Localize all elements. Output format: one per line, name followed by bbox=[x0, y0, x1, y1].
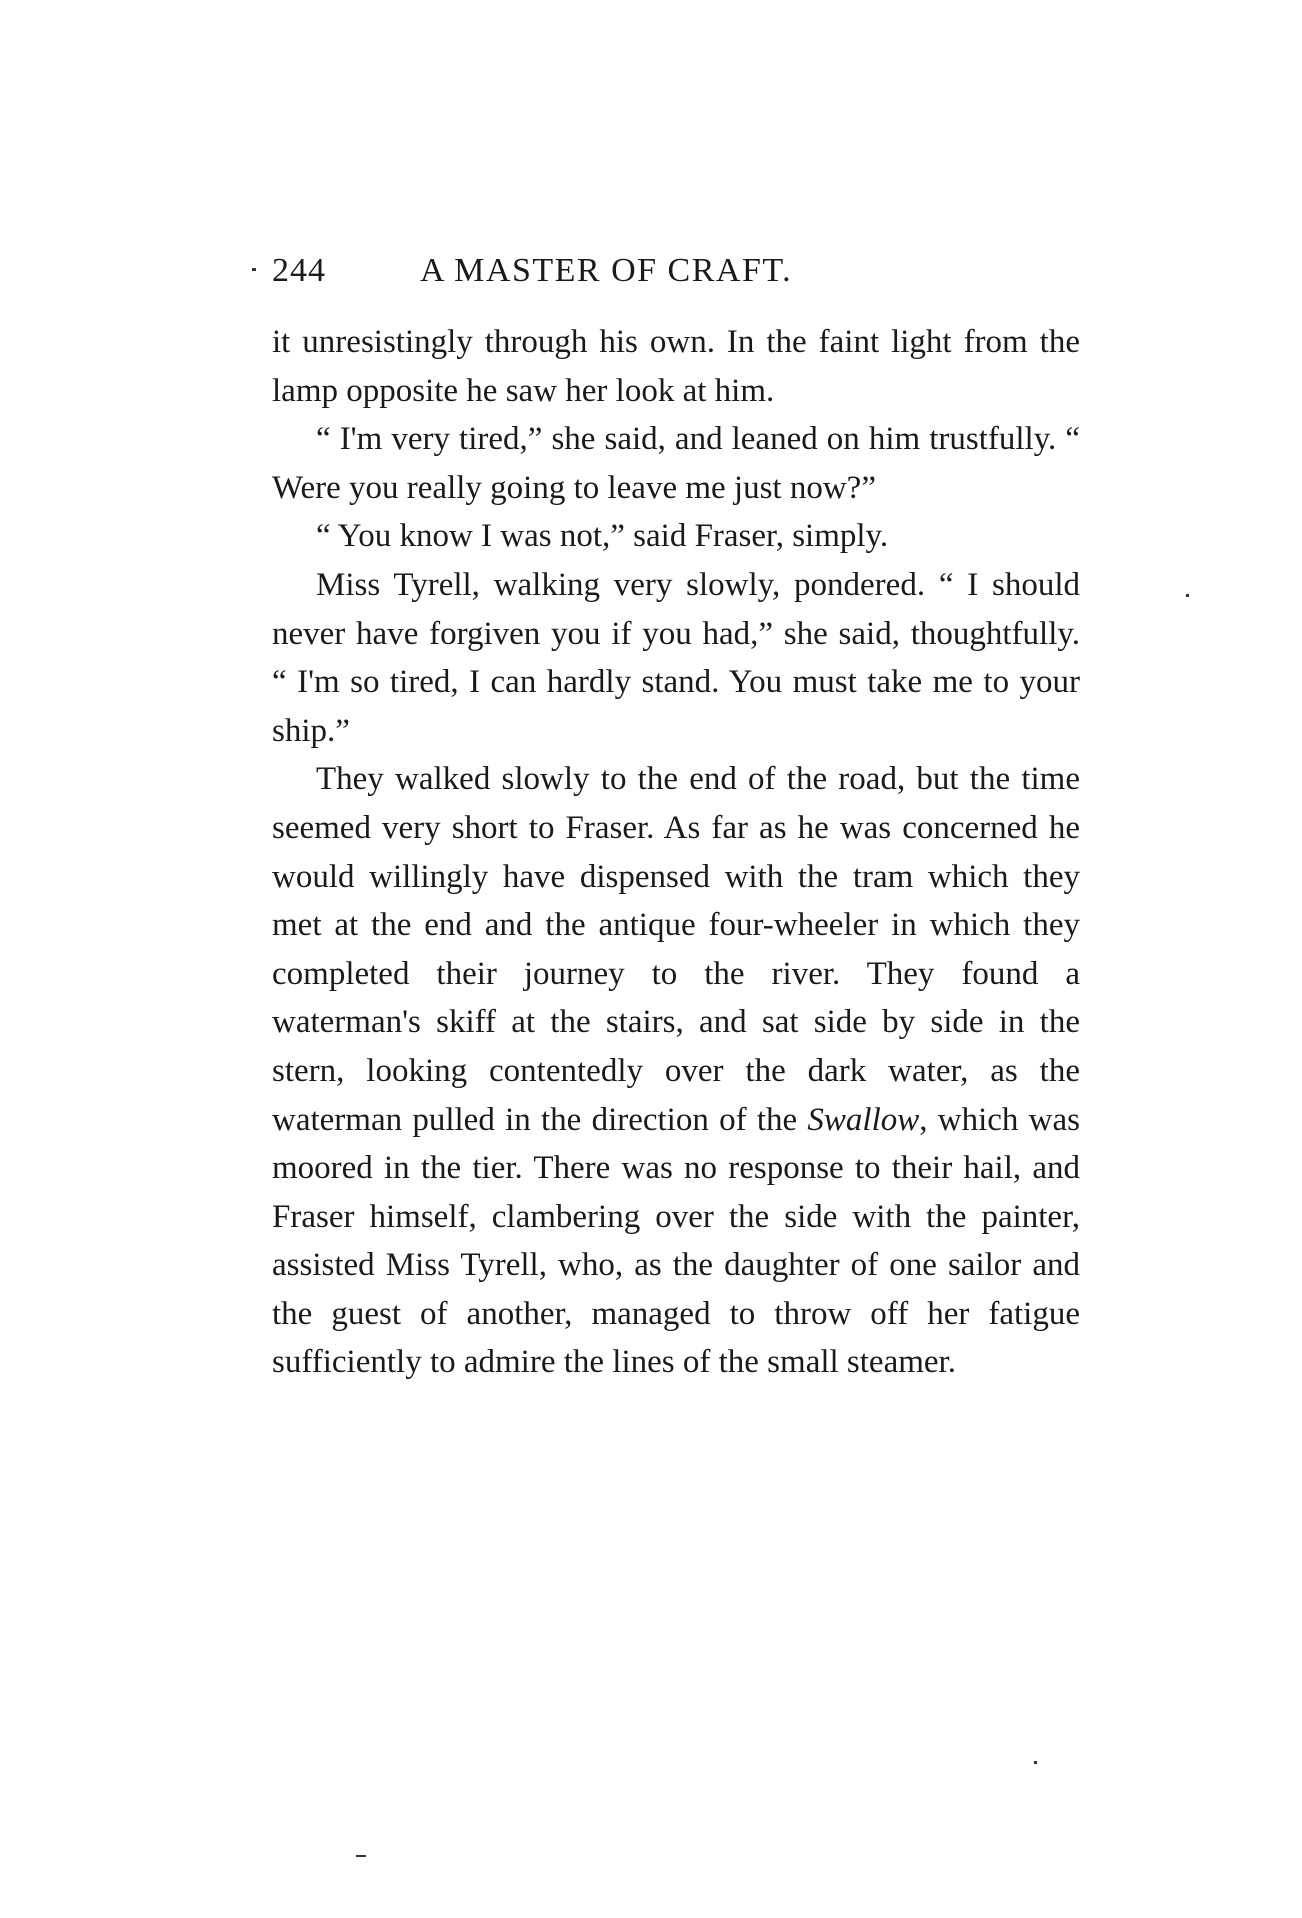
paragraph-text: , which was moored in the tier. There was no response to their hail, and Fraser himself, clambering over the side with the painter, assisted Miss Tyrell, who, as the daughter of one sailor and the guest of another, managed to throw off her fatigue sufficiently to admire the lines of the small steamer. bbox=[272, 1101, 1080, 1381]
scan-speck bbox=[1034, 1761, 1037, 1764]
page-header bbox=[272, 246, 1080, 296]
paragraph: it unresistingly through his own. In the faint light from the lamp opposite he saw her look at him. bbox=[272, 324, 1080, 409]
scan-speck bbox=[1186, 594, 1189, 597]
page-number: 244 bbox=[272, 252, 326, 289]
ship-name: Swallow bbox=[807, 1101, 920, 1138]
running-title: A MASTER OF CRAFT. bbox=[420, 252, 793, 289]
paragraph bbox=[272, 755, 1080, 1387]
paragraph: “ You know I was not,” said Fraser, simply. bbox=[316, 518, 889, 555]
scan-speck bbox=[356, 1855, 366, 1857]
body-text bbox=[272, 318, 1080, 1387]
paragraph-text: They walked slowly to the end of the road, but the time seemed very short to Fraser. As far as he was concerned he would willingly have dispensed with the tram which they met at the end and the antique four-wheeler in which they completed their journey to the river. They found a waterman's skiff at the stairs, and sat side by side in the stern, looking contentedly over the dark water, as the waterman pulled in the direction of the bbox=[272, 761, 1080, 1138]
scan-speck bbox=[252, 268, 256, 271]
paragraph: “ I'm very tired,” she said, and leaned on him trustfully. “ Were you really going to leave me just now?” bbox=[272, 421, 1080, 506]
paragraph: Miss Tyrell, walking very slowly, pondered. “ I should never have forgiven you if you had,” she said, thoughtfully. “ I'm so tired, I can hardly stand. You must take me to your ship.” bbox=[272, 566, 1080, 749]
